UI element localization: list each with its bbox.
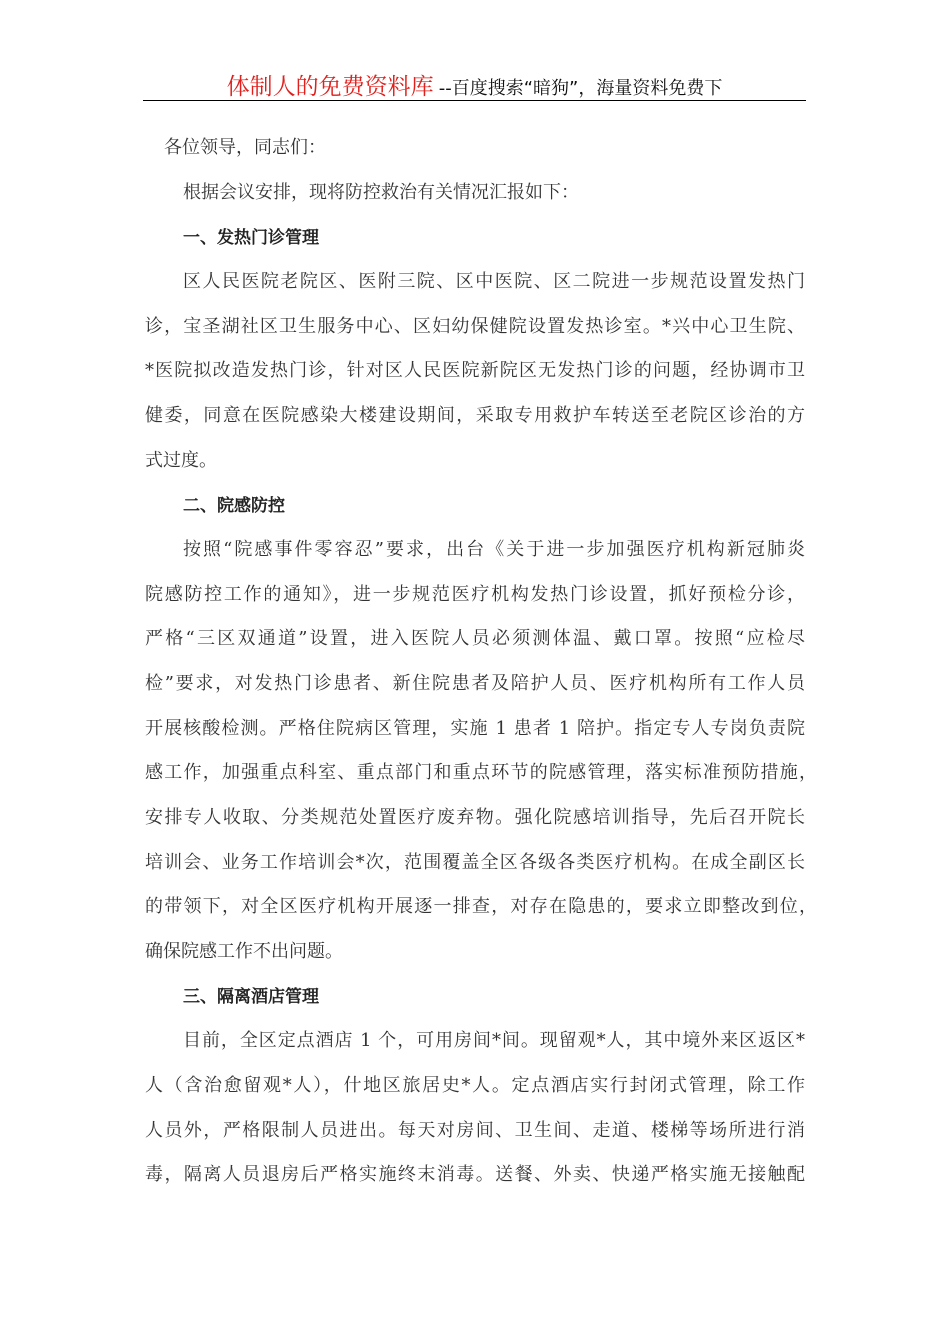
paragraph-line: 检”要求，对发热门诊患者、新住院患者及陪护人员、医疗机构所有工作人员 — [145, 673, 805, 694]
paragraph-line: 式过度。 — [145, 450, 217, 471]
paragraph-line: *医院拟改造发热门诊，针对区人民医院新院区无发热门诊的问题，经协调市卫 — [145, 360, 805, 381]
paragraph-line: 目前，全区定点酒店 1 个，可用房间*间。现留观*人，其中境外来区返区* — [183, 1030, 805, 1051]
paragraph-line: 严格“三区双通道”设置，进入医院人员必须测体温、戴口罩。按照“应检尽 — [145, 628, 805, 649]
header-brand: 体制人的免费资料库 — [226, 74, 434, 100]
paragraph-line: 安排专人收取、分类规范处置医疗废弃物。强化院感培训指导，先后召开院长 — [145, 807, 805, 828]
section-heading: 二、院感防控 — [183, 496, 285, 516]
header-divider — [143, 100, 806, 101]
paragraph-line: 区人民医院老院区、医附三院、区中医院、区二院进一步规范设置发热门 — [183, 271, 805, 292]
paragraph-line: 诊，宝圣湖社区卫生服务中心、区妇幼保健院设置发热诊室。*兴中心卫生院、 — [145, 316, 805, 337]
paragraph-line: 感工作，加强重点科室、重点部门和重点环节的院感管理，落实标准预防措施， — [145, 762, 817, 783]
paragraph-line: 培训会、业务工作培训会*次，范围覆盖全区各级各类医疗机构。在成全副区长 — [145, 852, 805, 873]
intro-paragraph: 根据会议安排，现将防控救治有关情况汇报如下： — [183, 182, 579, 203]
section-heading: 一、发热门诊管理 — [183, 228, 319, 248]
paragraph-line: 健委，同意在医院感染大楼建设期间，采取专用救护车转送至老院区诊治的方 — [145, 405, 805, 426]
paragraph-line: 毒，隔离人员退房后严格实施终末消毒。送餐、外卖、快递严格实施无接触配 — [145, 1164, 805, 1185]
paragraph-line: 院感防控工作的通知》，进一步规范医疗机构发热门诊设置，抓好预检分诊， — [145, 584, 805, 605]
paragraph-line: 的带领下，对全区医疗机构开展逐一排查，对存在隐患的，要求立即整改到位， — [145, 896, 817, 917]
paragraph-line: 开展核酸检测。严格住院病区管理，实施 1 患者 1 陪护。指定专人专岗负责院 — [145, 718, 805, 739]
paragraph-line: 人（含治愈留观*人），什地区旅居史*人。定点酒店实行封闭式管理，除工作 — [145, 1075, 805, 1096]
paragraph-line: 按照“院感事件零容忍”要求，出台《关于进一步加强医疗机构新冠肺炎 — [183, 539, 805, 560]
paragraph-line: 人员外，严格限制人员进出。每天对房间、卫生间、走道、楼梯等场所进行消 — [145, 1120, 805, 1141]
section-heading: 三、隔离酒店管理 — [183, 987, 319, 1007]
greeting: 各位领导，同志们： — [164, 137, 326, 158]
header-tagline: --百度搜索“暗狗”，海量资料免费下 — [438, 78, 723, 99]
paragraph-line: 确保院感工作不出问题。 — [145, 941, 343, 962]
page-header — [143, 68, 806, 100]
